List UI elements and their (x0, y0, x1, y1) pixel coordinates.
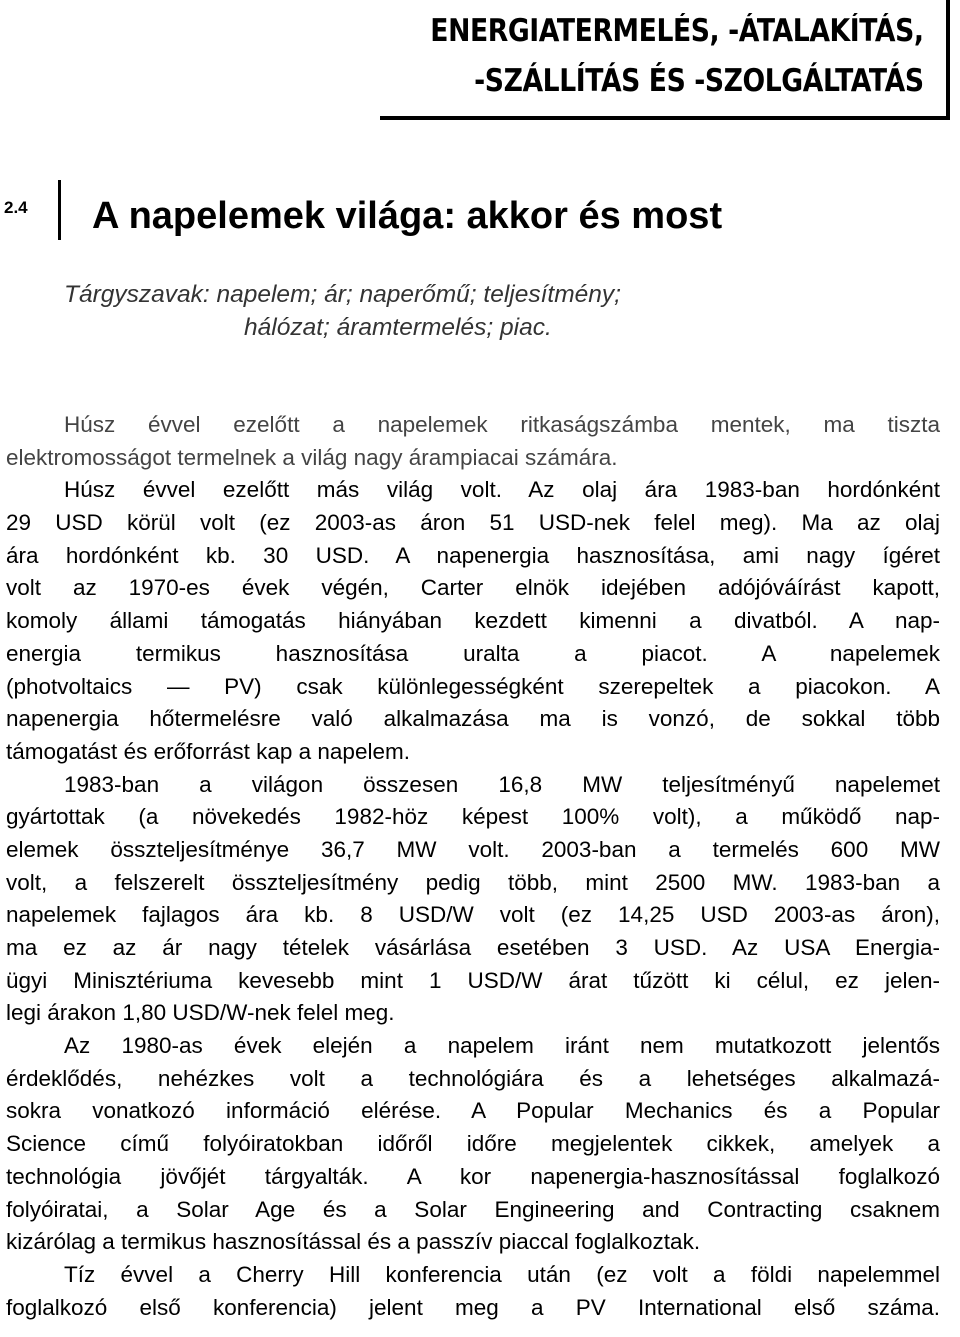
header-title (431, 6, 924, 106)
text-line: (photvoltaics — PV) csak különlegességként szerepeltek a piacokon. A (6, 673, 940, 699)
text-line: ára hordónként kb. 30 USD. A napenergia hasznosítása, ami nagy ígéret (6, 542, 940, 568)
text-line: gyártottak (a növekedés 1982-höz képest 100% volt), a működő nap- (6, 804, 940, 830)
header-title-line-2: -SZÁLLÍTÁS ÉS -SZOLGÁLTATÁS (474, 63, 924, 99)
text-line: ma ez az ár nagy tételek vásárlása esetében 3 USD. Az USA Energia- (6, 935, 940, 960)
section-divider (58, 180, 61, 240)
header-title-line-1: ENERGIATERMELÉS, -ÁTALAKÍTÁS, (430, 13, 924, 49)
text-line: elemek összteljesítménye 36,7 MW volt. 2003-ban a termelés 600 MW (6, 836, 940, 862)
text-line: folyóiratai, a Solar Age és a Solar Engineering and Contracting csaknem (6, 1196, 940, 1222)
text-line: 29 USD körül volt (ez 2003-as áron 51 USD-nek felel meg). Ma az olaj (6, 510, 940, 536)
section-title: A napelemek világa: akkor és most (92, 195, 723, 237)
keywords-line-1: Tárgyszavak: napelem; ár; naperőmű; teljesítmény; (64, 281, 621, 308)
text-line: Az 1980-as évek elején a napelem iránt nem mutatkozott jelentős (64, 1033, 940, 1059)
text-line: Tíz évvel a Cherry Hill konferencia után (ez volt a földi napelemmel (64, 1261, 940, 1287)
text-line: foglalkozó első konferencia) jelent meg a PV International első száma. (6, 1294, 940, 1320)
text-line: napenergia hőtermelésre való alkalmazása ma is vonzó, de sokkal több (6, 706, 940, 732)
text-line: támogatást és erőforrást kap a napelem. (6, 738, 410, 764)
text-line: Húsz évvel ezelőtt a napelemek ritkaságszámba mentek, ma tiszta (64, 412, 940, 437)
keywords (64, 278, 784, 344)
text-line: technológia jövőjét tárgyalták. A kor napenergia-hasznosítással foglalkozó (6, 1163, 940, 1189)
text-line: energia termikus hasznosítása uralta a piacot. A napelemek (6, 640, 940, 666)
running-header (380, 0, 950, 120)
keywords-line-2: hálózat; áramtermelés; piac. (244, 314, 552, 341)
text-line: volt az 1970-es évek végén, Carter elnök idejében adójóváírást kapott, (6, 575, 940, 601)
text-line: Science című folyóiratokban időről időre megjelentek cikkek, amelyek a (6, 1131, 940, 1157)
text-line: kizárólag a termikus hasznosítással és a passzív piaccal foglalkoztak. (6, 1229, 701, 1255)
section-number: 2.4 (4, 198, 28, 217)
text-line: komoly állami támogatás hiányában kezdett kimenni a divatból. A nap- (6, 608, 940, 634)
text-line: volt, a felszerelt összteljesítmény pedig több, mint 2500 MW. 1983-ban a (6, 869, 940, 895)
text-line: elektromosságot termelnek a világ nagy árampiacai számára. (6, 444, 618, 470)
text-line: 1983-ban a világon összesen 16,8 MW teljesítményű napelemet (64, 771, 940, 797)
text-line: legi árakon 1,80 USD/W-nek felel meg. (6, 1000, 395, 1026)
article-body (6, 409, 940, 1324)
text-line: Húsz évvel ezelőtt más világ volt. Az olaj ára 1983-ban hordónként (64, 477, 940, 503)
text-line: érdeklődés, nehézkes volt a technológiára és a lehetséges alkalmazá- (6, 1065, 940, 1091)
text-line: ügyi Minisztériuma kevesebb mint 1 USD/W árat tűzött ki célul, ez jelen- (6, 967, 940, 993)
text-line: sokra vonatkozó információ elérése. A Popular Mechanics és a Popular (6, 1098, 940, 1124)
text-line: napelemek fajlagos ára kb. 8 USD/W volt (ez 14,25 USD 2003-as áron), (6, 902, 940, 928)
